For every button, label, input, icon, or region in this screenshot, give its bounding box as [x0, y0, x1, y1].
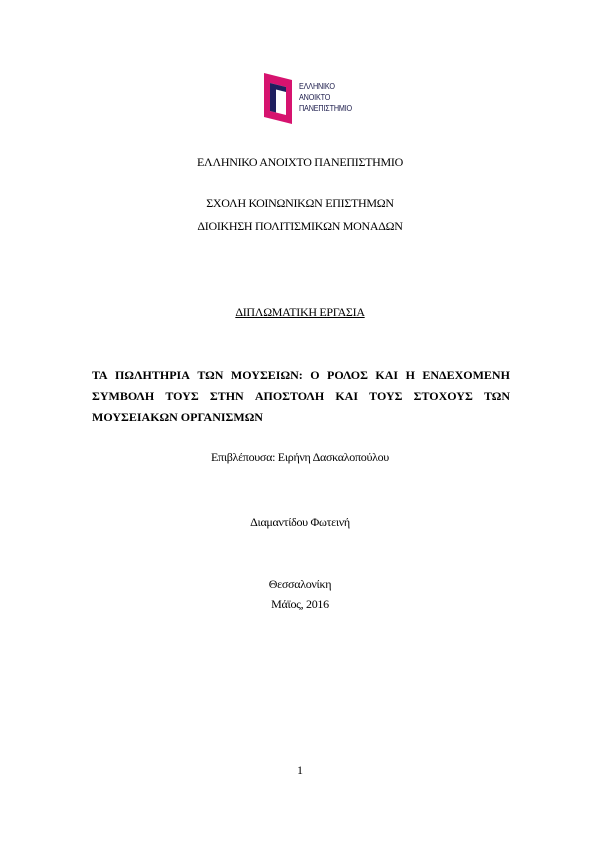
title-word: ΑΠΟΣΤΟΛΗ — [254, 389, 325, 403]
author: Διαμαντίδου Φωτεινή — [250, 515, 350, 529]
logo-mark-icon — [262, 70, 298, 126]
title-word: ΚΑΙ — [335, 389, 359, 403]
logo-line-2: ΑΝΟΙΚΤΟ — [299, 92, 331, 102]
logo-line-3: ΠΑΝΕΠΙΣΤΗΜΙΟ — [299, 103, 353, 113]
logo-line-1: ΕΛΛΗΝΙΚΟ — [299, 81, 335, 91]
title-word: ΕΝΔΕΧΟΜΕΝΗ — [422, 368, 510, 382]
title-word: ΡΟΛΟΣ — [327, 368, 368, 382]
title-line-1 — [92, 365, 510, 386]
title-word: ΚΑΙ — [375, 368, 399, 382]
university-logo — [262, 70, 372, 126]
document-type — [0, 305, 600, 319]
title-line-2 — [92, 386, 510, 407]
title-word: ΤΑ — [92, 368, 108, 382]
supervisor: Επιβλέπουσα: Ειρήνη Δασκαλοπούλου — [211, 450, 389, 464]
title-word: ΣΤΗΝ — [209, 389, 244, 403]
logo-wordmark — [299, 81, 352, 114]
document-type-text: ΔΙΠΛΩΜΑΤΙΚΗ ΕΡΓΑΣΙΑ — [235, 305, 365, 319]
title-word: Η — [405, 368, 415, 382]
title-word: ΤΩΝ — [197, 368, 224, 382]
title-line-3: ΜΟΥΣΕΙΑΚΩΝ ΟΡΓΑΝΙΣΜΩΝ — [92, 410, 263, 424]
city: Θεσσαλονίκη — [268, 577, 332, 591]
program-name: ΔΙΟΙΚΗΣΗ ΠΟΛΙΤΙΣΜΙΚΩΝ ΜΟΝΑΔΩΝ — [197, 219, 403, 233]
title-word: Ο — [310, 368, 320, 382]
title-word: ΤΟΥΣ — [165, 389, 199, 403]
school-name: ΣΧΟΛΗ ΚΟΙΝΩΝΙΚΩΝ ΕΠΙΣΤΗΜΩΝ — [206, 196, 394, 210]
date: Μάϊος, 2016 — [271, 597, 329, 611]
title-word: ΣΤΟΧΟΥΣ — [413, 389, 473, 403]
title-word: ΜΟΥΣΕΙΩΝ: — [230, 368, 303, 382]
title-word: ΤΩΝ — [483, 389, 510, 403]
title-word: ΤΟΥΣ — [369, 389, 403, 403]
title-word: ΣΥΜΒΟΛΗ — [92, 389, 155, 403]
page-number: 1 — [297, 763, 303, 777]
thesis-title — [92, 365, 510, 428]
university-name: ΕΛΛΗΝΙΚΟ ΑΝΟΙΧΤΟ ΠΑΝΕΠΙΣΤΗΜΙΟ — [197, 155, 403, 169]
title-word: ΠΩΛΗΤΗΡΙΑ — [115, 368, 190, 382]
